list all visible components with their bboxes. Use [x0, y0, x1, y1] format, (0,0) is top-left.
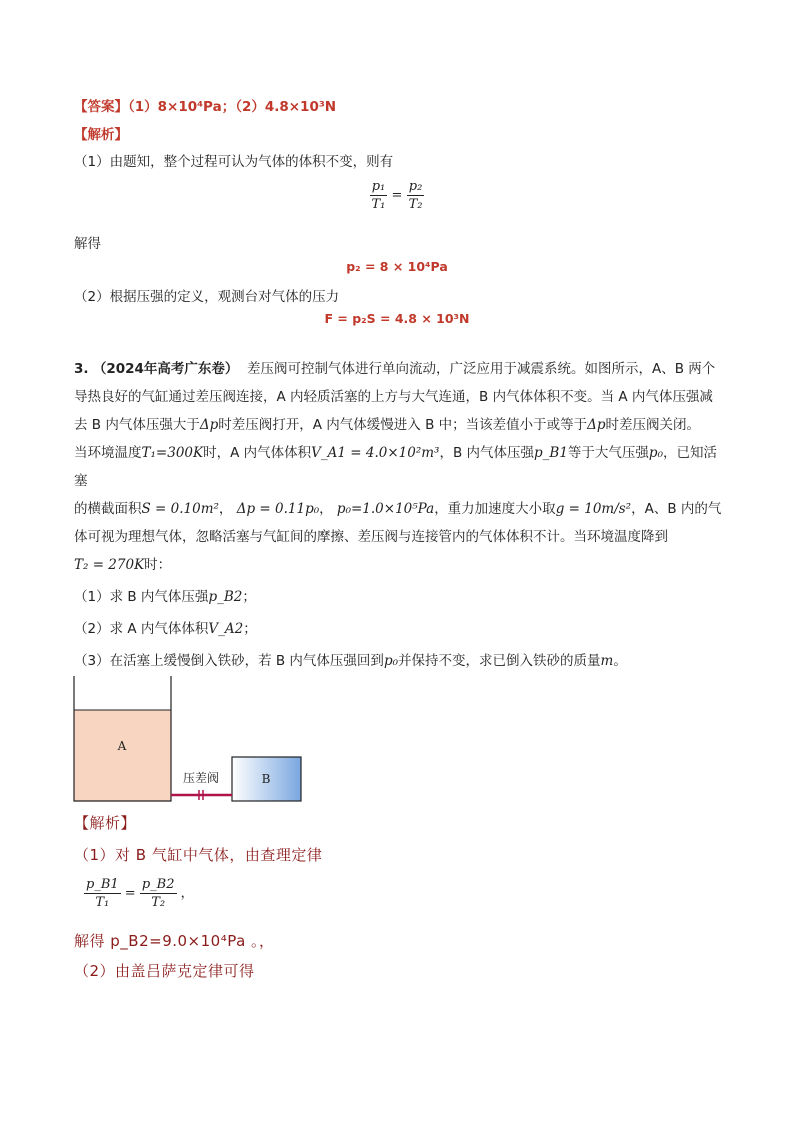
question-line-1	[74, 355, 722, 383]
answer-text: （1）8×10⁴Pa；（2）4.8×10³N	[128, 99, 337, 115]
fraction-left	[370, 178, 388, 213]
math-dpval: Δp = 0.11p₀	[236, 501, 320, 517]
math-m: m	[600, 653, 614, 669]
label-a: A	[117, 739, 127, 753]
math-s: S = 0.10m²	[141, 501, 219, 517]
cylinder-diagram	[70, 674, 310, 806]
question-line-3: 去 B 内气体压强大于Δp时差压阀打开，A 内气体缓慢进入 B 中；当该差值小于或等于Δp时差压阀关闭。	[74, 417, 701, 433]
equals-sign: =	[124, 886, 136, 901]
solve-label: 解得	[74, 236, 101, 252]
numerator: p_B1	[86, 877, 119, 892]
question-3	[74, 355, 722, 675]
answer-line	[74, 95, 336, 115]
analysis-label-1: 【解析】	[74, 127, 128, 143]
question-line-4: 当环境温度T₁=300K时，A 内气体体积V_A1 = 4.0×10²m³，B 内气体压强p_B1等于大气压强p₀，已知活塞	[74, 445, 717, 489]
numerator: p₁	[370, 178, 388, 196]
subquestion-1: （1）求 B 内气体压强p_B2；	[74, 589, 256, 605]
question-text: 差压阀可控制气体进行单向流动，广泛应用于减震系统。如图所示，A、B 两个	[247, 361, 716, 377]
punctuation: ，	[180, 886, 194, 901]
math-dp: Δp	[199, 417, 219, 433]
math-p0: p₀	[648, 445, 663, 461]
question-number: 3.	[74, 361, 89, 377]
math-pb1: p_B1	[534, 445, 568, 461]
math-p0: p₀	[383, 653, 398, 669]
result-force: F = p₂S = 4.8 × 10³N	[324, 311, 470, 326]
question-line-5: 的横截面积S = 0.10m²， Δp = 0.11p₀， p₀=1.0×10⁵Pa，重力加速度大小取g = 10m/s²，A、B 内的气	[74, 501, 722, 517]
fraction-right	[140, 876, 177, 911]
fraction-right	[407, 178, 425, 213]
question-source: （2024年高考广东卷）	[92, 361, 239, 377]
valve-label: 压差阀	[182, 771, 220, 785]
question-line-6: 体可视为理想气体，忽略活塞与气缸间的摩擦、差压阀与连接管内的气体体积不计。当环境温度降到	[74, 529, 668, 545]
analysis-step-1: （1）由题知，整个过程可认为气体的体积不变，则有	[74, 154, 394, 170]
math-va2: V_A2	[208, 621, 244, 637]
question-line-2: 导热良好的气缸通过差压阀连接，A 内轻质活塞的上方与大气连通，B 内气体体积不变。当 A 内气体压强减	[74, 389, 713, 405]
equation-charles-2	[84, 876, 194, 911]
analysis-label-2: 【解析】	[74, 814, 137, 832]
math-dp: Δp	[587, 417, 606, 433]
analysis-step-2: （2）根据压强的定义，观测台对气体的压力	[74, 289, 340, 305]
analysis2-step-2: （2）由盖吕萨克定律可得	[74, 962, 255, 980]
denominator: T₁	[371, 197, 386, 212]
answer-label: 【答案】	[74, 99, 128, 115]
equation-charles-1	[0, 178, 794, 213]
math-va1: V_A1 = 4.0×10²m³	[311, 445, 440, 461]
analysis2-step-1: （1）对 B 气缸中气体，由查理定律	[74, 846, 323, 864]
fraction-left	[84, 876, 121, 911]
math-g: g = 10m/s²	[555, 501, 632, 517]
denominator: T₁	[95, 895, 110, 910]
math-p0val: p₀=1.0×10⁵Pa	[336, 501, 435, 517]
denominator: T₂	[408, 197, 423, 212]
denominator: T₂	[151, 895, 166, 910]
numerator: p_B2	[141, 877, 175, 892]
math-t2: T₂ = 270K	[74, 557, 145, 573]
subquestion-2: （2）求 A 内气体体积V_A2；	[74, 621, 257, 637]
cylinder-a-gas	[74, 710, 171, 801]
analysis2-result-1: 解得 p_B2=9.0×10⁴Pa 。，	[74, 932, 275, 950]
equals-sign: =	[391, 188, 403, 203]
result-p2: p₂ = 8 × 10⁴Pa	[346, 259, 448, 274]
math-t1: T₁=300K	[141, 445, 204, 461]
label-b: B	[261, 772, 271, 786]
question-line-7: T₂ = 270K时：	[74, 557, 172, 573]
subquestion-3: （3）在活塞上缓慢倒入铁砂，若 B 内气体压强回到p₀并保持不变，求已倒入铁砂的质量m。	[74, 653, 627, 669]
math-pb2: p_B2	[208, 589, 243, 605]
numerator: p₂	[407, 178, 425, 196]
